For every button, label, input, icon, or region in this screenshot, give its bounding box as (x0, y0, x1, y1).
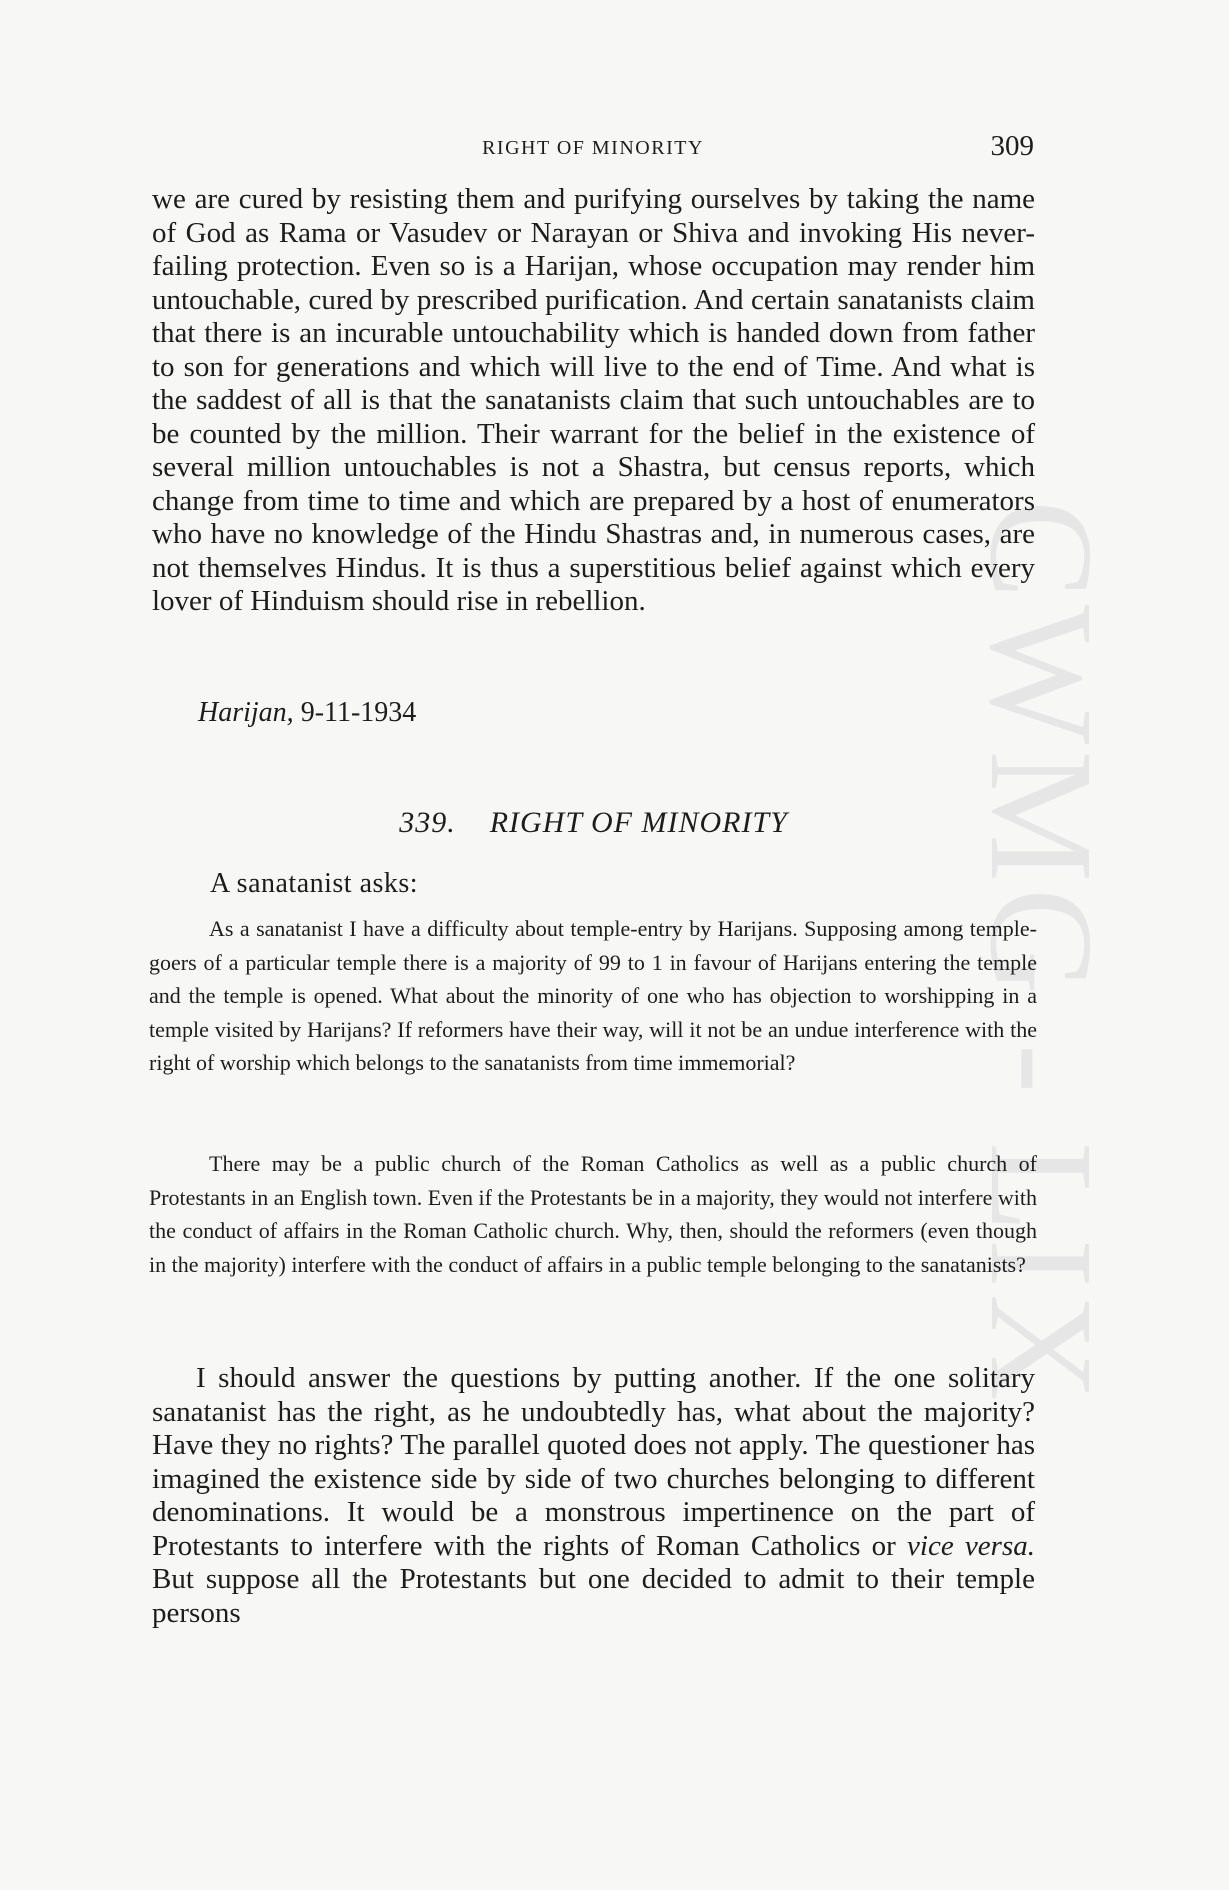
section-number: 339. (399, 806, 456, 839)
quoted-question-para-1: As a sanatanist I have a difficulty about temple-entry by Harijans. Supposing among temple-goers of a particular temple there is a majority of 99 to 1 in favour of Harijans entering the temple and the temple is opened. What about the minority of one who has objection to worshipping in a temple visited by Harijans? If reformers have their way, will it not be an undue interference with the right of worship which belongs to the sanatanists from time immemorial? (149, 916, 1037, 1075)
answer-text-1: I should answer the questions by putting another. If the one solitary sanatanist has the right, as he undoubtedly has, what about the majority? Have they no rights? The parallel quoted does not apply. The questioner has imagined the existence side by side of two churches belonging to different denominations. It would be a monstrous impertinence on the part of Protestants to interfere with the rights of Roman Catholics or (152, 1362, 1035, 1562)
page-number: 309 (990, 130, 1034, 162)
citation (198, 697, 416, 729)
page-header (152, 132, 1034, 172)
section-heading (152, 806, 1035, 840)
answer-paragraph (152, 1362, 1035, 1630)
section-title: RIGHT OF MINORITY (489, 806, 788, 839)
paragraph-continuation: we are cured by resisting them and purifying ourselves by taking the name of God as Rama or Vasudev or Narayan or Shiva and invoking His never-failing protection. Even so is a Harijan, whose occupation may render him untouchable, cured by prescribed purification. And certain sanatanists claim that there is an incurable untouchability which is handed down from father to son for generations and which will live to the end of Time. And what is the saddest of all is that the sanatanists claim that such untouchables are to be counted by the million. Their warrant for the belief in the existence of several million untouchables is not a Shastra, but census reports, which change from time to time and which are prepared by a host of enumerators who have no knowledge of the Hindu Shastras and, in numerous cases, are not themselves Hindus. It is thus a superstitious belief against which every lover of Hinduism should rise in rebellion. (152, 183, 1035, 617)
running-head: RIGHT OF MINORITY (482, 137, 704, 159)
quoted-question-para-2: There may be a public church of the Roman Catholics as well as a public church of Protestants in an English town. Even if the Protestants be in a majority, they would not interfere with the conduct of affairs in the Roman Catholic church. Why, then, should the reformers (even though in the majority) interfere with the conduct of affairs in a public temple belonging to the sanatanists? (149, 1151, 1037, 1277)
citation-source: Harijan, (198, 697, 294, 728)
answer-italic: vice versa. (907, 1529, 1035, 1562)
question-intro: A sanatanist asks: (210, 868, 419, 899)
answer-text-2: But suppose all the Protestants but one decided to admit to their temple persons (152, 1563, 1035, 1629)
watermark: CWMG - LIX (959, 500, 1123, 1407)
citation-date: 9-11-1934 (300, 697, 417, 728)
